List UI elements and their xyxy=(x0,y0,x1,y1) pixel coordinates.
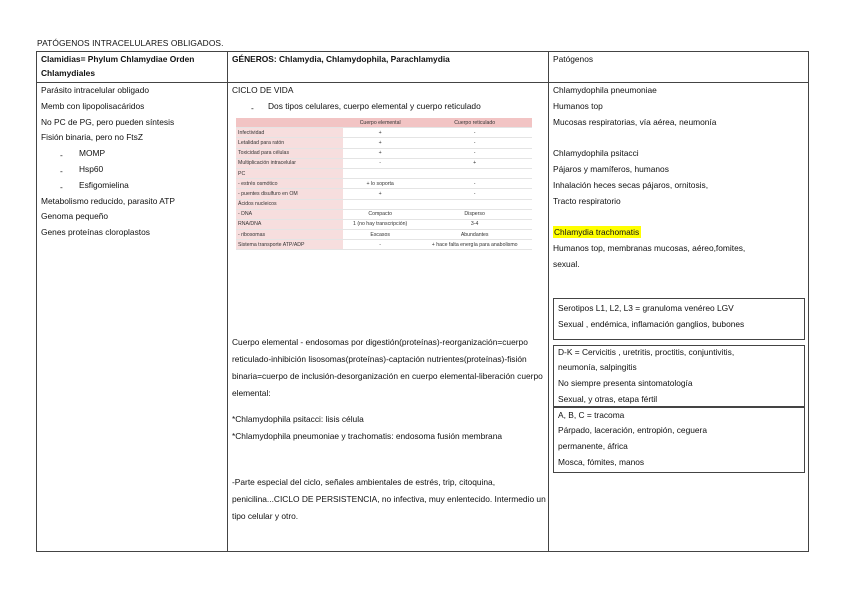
serotype-line: Sexual , endémica, inflamación ganglios, bubones xyxy=(558,319,745,329)
table-row xyxy=(236,240,532,250)
table-cell: RNA/DNA xyxy=(236,219,343,229)
table-cell: Disperso xyxy=(417,209,532,219)
table-cell: Cuerpo reticulado xyxy=(417,118,532,128)
header-col1-line2: Chlamydiales xyxy=(41,68,95,78)
table-cell xyxy=(343,168,417,178)
serotype-line: permanente, áfrica xyxy=(558,441,628,451)
header-divider xyxy=(36,82,809,83)
header-col1-line1: Clamidias= Phylum Chlamydiae Orden xyxy=(41,54,195,64)
table-cell: PC xyxy=(236,168,343,178)
dash-bullet: - xyxy=(60,150,63,160)
table-cell xyxy=(417,168,532,178)
table-cell: + xyxy=(343,148,417,158)
col-divider-2 xyxy=(548,51,549,552)
cycle-description: Cuerpo elemental - endosomas por digestión(proteínas)-reorganización=cuerpo reticulado-inhibición lisosomas(proteínas)-captación nutrientes(proteínas)-fisión binaria=cuerpo de inclusión-desorganización en cuerpo elemental-liberación cuerpo elemental: xyxy=(232,337,543,398)
highlighted-pathogen: Chlamydia trachomatis xyxy=(554,227,640,237)
cycle-title: CICLO DE VIDA xyxy=(232,85,294,95)
table-cell: Cuerpo elemental xyxy=(343,118,417,128)
table-cell: Escasos xyxy=(343,230,417,240)
pathogen-line: Chlamydophila psitacci xyxy=(553,148,639,158)
page-title: PATÓGENOS INTRACELULARES OBLIGADOS. xyxy=(37,38,224,48)
table-cell xyxy=(417,199,532,209)
col1-item: Memb con lipopolisacáridos xyxy=(41,101,145,111)
table-cell: + xyxy=(343,138,417,148)
serotype-line: Serotipos L1, L2, L3 = granuloma venéreo LGV xyxy=(558,303,734,313)
pathogen-line: Chlamydophila pneumoniae xyxy=(553,85,657,95)
dash-bullet: - xyxy=(60,166,63,176)
col-divider-1 xyxy=(227,51,228,552)
col1-item: No PC de PG, pero pueden síntesis xyxy=(41,117,175,127)
table-row xyxy=(236,199,532,209)
serotype-line: neumonía, salpingitis xyxy=(558,362,637,372)
table-cell xyxy=(343,199,417,209)
table-cell: Sistema transporte ATP/ADP xyxy=(236,240,343,250)
table-row xyxy=(236,179,532,189)
table-cell: - ribosomas xyxy=(236,230,343,240)
table-cell: + hace falta energía para anabolismo xyxy=(417,240,532,250)
col1-item: Genoma pequeño xyxy=(41,211,109,221)
serotype-line: Párpado, laceración, entropión, ceguera xyxy=(558,425,707,435)
pathogen-line: Inhalación heces secas pájaros, ornitosis, xyxy=(553,180,709,190)
table-cell: - puentes disulfuro en OM xyxy=(236,189,343,199)
col1-item: Metabolismo reducido, parasito ATP xyxy=(41,196,175,206)
table-cell: + xyxy=(417,158,532,168)
table-cell: - xyxy=(343,240,417,250)
table-cell: - xyxy=(417,148,532,158)
table-row xyxy=(236,118,532,128)
table-row xyxy=(236,219,532,229)
pathogen-line: Humanos top xyxy=(553,101,603,111)
col1-item: Parásito intracelular obligado xyxy=(41,85,150,95)
pathogen-line: Pájaros y mamíferos, humanos xyxy=(553,164,669,174)
persistence-note: -Parte especial del ciclo, señales ambientales de estrés, trip, citoquina, penicilina...CICLO DE PERSISTENCIA, no infectiva, muy enlentecido. Intermedio un tipo celular y otro. xyxy=(232,477,546,521)
cycle-comparison-table xyxy=(236,118,532,250)
cycle-bullet: Dos tipos celulares, cuerpo elemental y cuerpo reticulado xyxy=(268,101,481,111)
table-row xyxy=(236,128,532,138)
table-cell: - xyxy=(417,189,532,199)
pathogen-line: Mucosas respiratorias, vía aérea, neumonía xyxy=(553,117,717,127)
table-row xyxy=(236,209,532,219)
table-row xyxy=(236,158,532,168)
serotype-line: Mosca, fómites, manos xyxy=(558,457,645,467)
table-cell: 1 (no hay transcripción) xyxy=(343,219,417,229)
col1-item: Fisión binaria, pero no FtsZ xyxy=(41,132,143,142)
table-cell: - xyxy=(417,179,532,189)
col1-item: Genes proteínas cloroplastos xyxy=(41,227,150,237)
serotype-line: A, B, C = tracoma xyxy=(558,410,625,420)
table-cell: 3-4 xyxy=(417,219,532,229)
table-cell: Letalidad para ratón xyxy=(236,138,343,148)
table-cell: - xyxy=(417,128,532,138)
table-cell: Toxicidad para células xyxy=(236,148,343,158)
table-cell: - DNA xyxy=(236,209,343,219)
header-col3: Patógenos xyxy=(553,54,594,64)
table-row xyxy=(236,168,532,178)
table-row xyxy=(236,230,532,240)
dash-bullet: - xyxy=(251,103,254,113)
table-cell: + xyxy=(343,189,417,199)
pathogen-line: Humanos top, membranas mucosas, aéreo,fomites, xyxy=(553,243,746,253)
col1-bullet: Esfigomielina xyxy=(79,180,129,190)
table-cell: Compacto xyxy=(343,209,417,219)
psitacci-note: *Chlamydophila psitacci: lisis célula xyxy=(232,414,364,424)
pathogen-line: sexual. xyxy=(553,259,580,269)
pathogen-line: Tracto respiratorio xyxy=(553,196,621,206)
table-cell: + lo soporta xyxy=(343,179,417,189)
table-row xyxy=(236,148,532,158)
table-cell: - estrés osmótico xyxy=(236,179,343,189)
col1-bullet: MOMP xyxy=(79,148,106,158)
table-row xyxy=(236,189,532,199)
table-cell: - xyxy=(417,138,532,148)
header-col2: GÉNEROS: Chlamydia, Chlamydophila, Parachlamydia xyxy=(232,54,450,64)
table-cell: + xyxy=(343,128,417,138)
trachomatis-note: *Chlamydophila pneumoniae y trachomatis: endosoma fusión membrana xyxy=(232,431,503,441)
serotype-line: Sexual, y otras, etapa fértil xyxy=(558,394,658,404)
serotype-line: D-K = Cervicitis , uretritis, proctitis, conjuntivitis, xyxy=(558,347,735,357)
table-cell: Infectividad xyxy=(236,128,343,138)
table-cell: Ácidos nucleicos xyxy=(236,199,343,209)
dash-bullet: - xyxy=(60,182,63,192)
table-cell: Abundantes xyxy=(417,230,532,240)
table-row xyxy=(236,138,532,148)
table-cell: Multiplicación intracelular xyxy=(236,158,343,168)
table-cell xyxy=(236,118,343,128)
table-cell: - xyxy=(343,158,417,168)
col1-bullet: Hsp60 xyxy=(79,164,104,174)
serotype-line: No siempre presenta sintomatología xyxy=(558,378,693,388)
